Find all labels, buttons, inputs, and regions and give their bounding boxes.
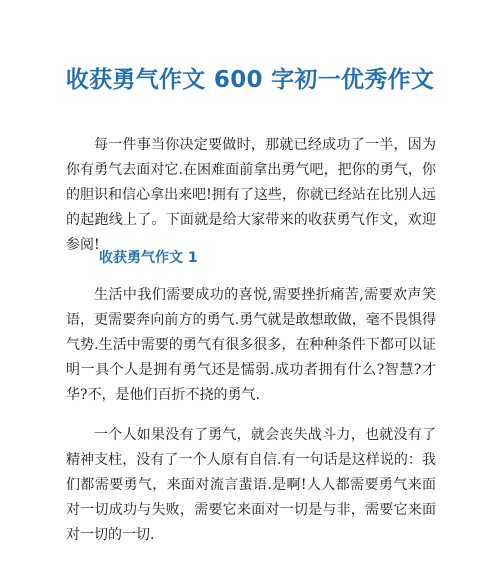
body-paragraph-2: 一个人如果没有了勇气，就会丧失战斗力，也就没有了精神支柱，没有了一个人原有自信.有一句话是这样说的：我们都需要勇气，来面对流言蜚语.是啊!人人都需要勇气来面对一切成功与失败，需要它来面对一切是与非，需要它来面对一切的一切. [66, 427, 436, 543]
section-heading: 收获勇气作文 1 [99, 250, 198, 266]
document-title: 收获勇气作文 600 字初一优秀作文 [65, 67, 435, 93]
body-paragraph-1: 生活中我们需要成功的喜悦,需要挫折痛苦,需要欢声笑语，更需要奔向前方的勇气.勇气就是敢想敢做，毫不畏惧得气势.生活中需要的勇气有很多很多，在种种条件下都可以证明一具个人是拥有勇气还是懦弱.成功者拥有什么?智慧?才华?不，是他们百折不挠的勇气. [66, 287, 436, 403]
intro-paragraph: 每一件事当你决定要做时，那就已经成功了一半，因为你有勇气去面对它.在困难面前拿出勇气吧，把你的勇气，你的胆识和信心拿出来吧!拥有了这些，你就已经站在比别人远的起跑线上了。下面就是给大家带来的收获勇气作文，欢迎参阅! [66, 137, 436, 253]
